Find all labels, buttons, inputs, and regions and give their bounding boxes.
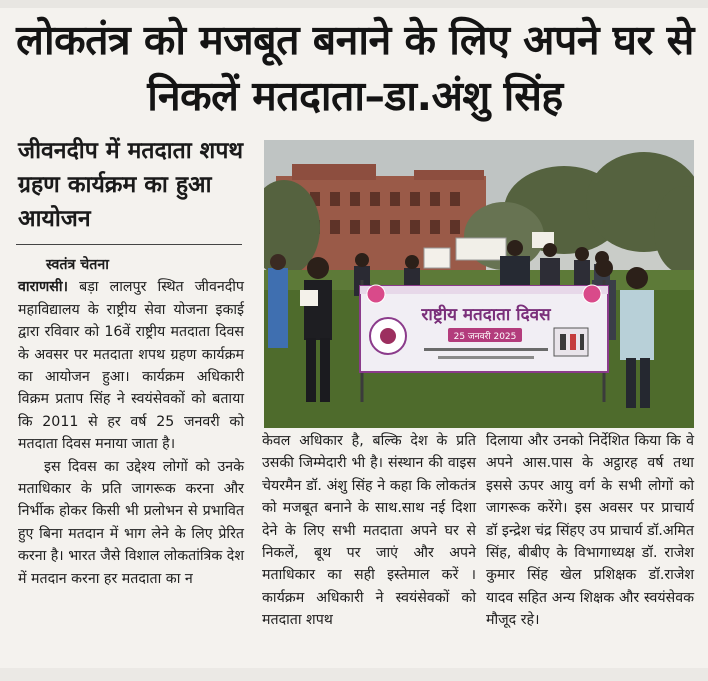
article-column-3 (486, 430, 694, 632)
paragraph-1-text: बड़ा लालपुर स्थित जीवनदीप महाविद्यालय के राष्ट्रीय सेवा योजना इकाई द्वारा रविवार को 16वें राष्ट्रीय मतदाता दिवस के अवसर पर मतदाता शपथ ग्रहण कार्यक्रम का आयोजन हुआ। कार्यक्रम अधिकारी विक्रम प्रताप सिंह ने स्वयंसेवकों को बताया कि 2011 से हर वर्ष 25 जनवरी को मतदाता दिवस मनाया जाता है। (18, 279, 244, 453)
column-3-text: दिलाया और उनको निर्देशित किया कि वे अपने आस.पास के अट्ठारह वर्ष तथा इससे ऊपर आयु वर्ग के सभी लोगों को जागरूक करेंगे। इस अवसर पर प्राचार्य डॉ इन्द्रेश चंद्र सिंहए उप प्राचार्य डॉ.अमित सिंह, बीबीए के विभागाध्यक्ष डॉ. राजेश कुमार सिंह खेल प्रशिक्षक डॉ.राजेश यादव सहित अन्य शिक्षक और स्वयंसेवक मौजूद रहे। (486, 433, 694, 629)
article-column-1 (18, 254, 244, 590)
article-column-2 (262, 430, 476, 632)
divider (16, 244, 242, 245)
dateline: वाराणसी। (18, 279, 68, 296)
column-2-text: केवल अधिकार है, बल्कि देश के प्रति उसकी जिम्मेदारी भी है। संस्थान की वाइस चेयरमैन डॉ. अंशु सिंह ने कहा कि लोकतंत्र को मजबूत बनाने के साथ.साथ नई दिशा देने के लिए सभी मतदाता अपने घर से निकलें, बूथ पर जाएं और अपने मताधिकार का सही इस्तेमाल करें ।कार्यक्रम अधिकारी ने स्वयंसेवकों को मतदाता शपथ (262, 433, 476, 629)
subheadline: जीवनदीप में मतदाता शपथ ग्रहण कार्यक्रम का हुआ आयोजन (18, 138, 244, 232)
banner-date: 25 जनवरी 2025 (453, 332, 517, 342)
banner-title: राष्ट्रीय मतदाता दिवस (421, 305, 551, 325)
top-strip (0, 0, 708, 8)
headline: लोकतंत्र को मजबूत बनाने के लिए अपने घर से निकलें मतदाता–डा.अंशु सिंह (16, 16, 694, 120)
article-paragraph-1 (18, 276, 244, 455)
event-photo (264, 140, 694, 428)
byline: स्वतंत्र चेतना (46, 257, 109, 273)
bottom-strip (0, 668, 708, 681)
article-paragraph-2: इस दिवस का उद्देश्य लोगों को उनके मताधिकार के प्रति जागरूक करना और निर्भीक होकर किसी भी प्रलोभन से प्रभावित हुए बिना मतदान में भाग लेने के लिए प्रेरित करना है। भारत जैसे विशाल लोकतांत्रिक देश में मतदान करना हर मतदाता का न (18, 458, 244, 587)
